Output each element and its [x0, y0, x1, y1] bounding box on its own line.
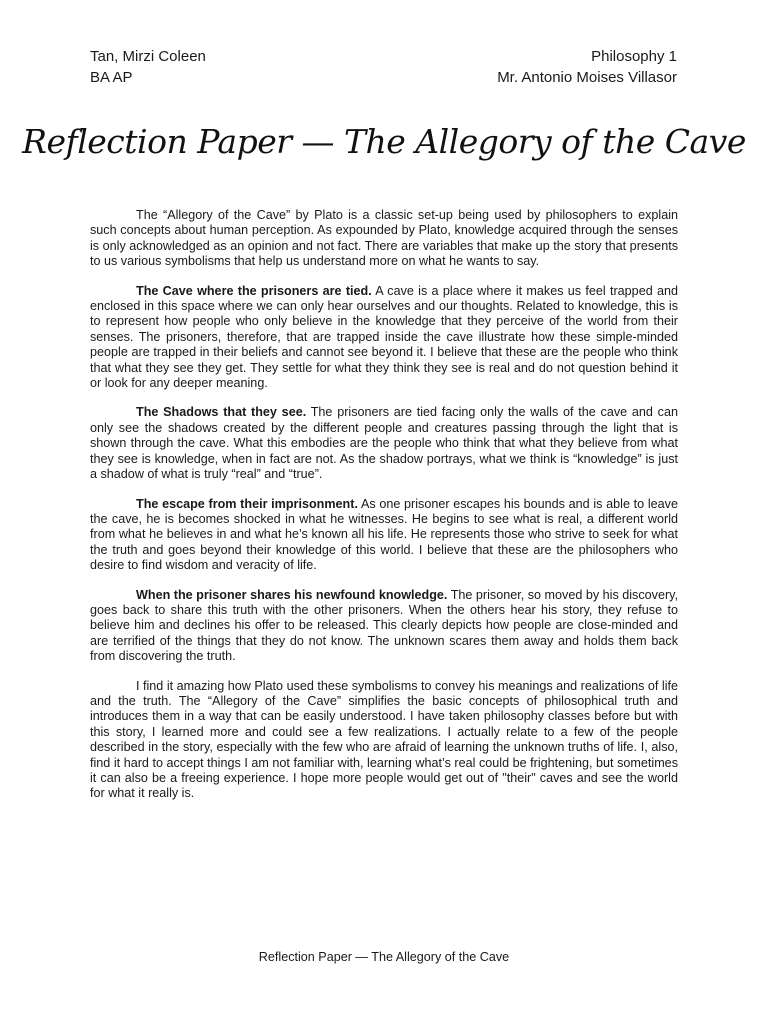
paragraph-knowledge: [90, 588, 678, 665]
paragraph-text: The prisoner, so moved by his discovery, goes back to share this truth with the other prisoners. When the others hear his story, they refuse to believe him and declines his offer to be released. This clearly depicts how people are close-minded and are terrified of the things that they do not know. The unknown scares them away and holds them back from discovering the truth.: [90, 587, 679, 664]
paragraph-conclusion: [90, 679, 678, 802]
paragraph-text: I find it amazing how Plato used these symbolisms to convey his meanings and realizations of life and the truth. The “Allegory of the Cave” simplifies the basic concepts of philosophical truth and introduces them in a way that can be easily understood. I have taken philosophy classes before but with this story, I learned more and could see a few realizations. I actually relate to a few of the people described in the story, especially with the few who are afraid of learning the unknown truths of life. I, also, find it hard to accept things I am not familiar with, learning what’s real could be frightening, but sometimes it can also be a freeing experience. I hope more people would get out of "their" caves and see the world for what it really is.: [90, 678, 678, 801]
paragraph-text: As one prisoner escapes his bounds and is able to leave the cave, he is becomes shocked in what he witnesses. He begins to see what is real, a different world from what he believes in and what he’s known all his life. He represents those who strive to seek for what the truth and goes beyond their knowledge of this world. I believe that these are the philosophers who desire to find wisdom and veracity of life.: [90, 496, 678, 573]
paragraph-shadows: [90, 405, 678, 482]
paragraph-heading: When the prisoner shares his newfound knowledge.: [136, 587, 448, 602]
page-title: Reflection Paper — The Allegory of the Cave: [22, 122, 746, 161]
paragraph-text: A cave is a place where it makes us feel trapped and enclosed in this space where we can only hear ourselves and our thoughts. Related to knowledge, this is to represent how people who only believe in the knowledge that they perceive of the world from their senses. The prisoners, therefore, that are trapped inside the cave illustrate how these simple-minded people are trapped in their beliefs and cannot see beyond it. I believe that these are the people who think that what they see they get. They settle for what they think they see is real and do not question behind it or look for any deeper meaning.: [90, 283, 678, 391]
program-name: BA AP: [90, 69, 133, 86]
page-footer: Reflection Paper — The Allegory of the Cave: [258, 950, 510, 964]
course-block: [497, 46, 677, 88]
paragraph-heading: The Cave where the prisoners are tied.: [136, 283, 372, 298]
course-name: Philosophy 1: [591, 48, 677, 65]
paragraph-text: The prisoners are tied facing only the walls of the cave and can only see the shadows created by the different people and creatures passing through the light that is shown through the cave. What this embodies are the people who think that what they believe from what they see is knowledge, when in fact are not. As the shadow portrays, what we think is “knowledge” is just a shadow of what is truly “real” and “true”.: [90, 405, 678, 482]
author-block: [90, 46, 206, 88]
student-name: Tan, Mirzi Coleen: [90, 48, 206, 65]
paragraph-text: The “Allegory of the Cave” by Plato is a classic set-up being used by philosophers to explain such concepts about human perception. As expounded by Plato, knowledge acquired through the senses is only acknowledged as an opinion and not fact. There are variables that make up the story that presents to us various symbolisms that help us understand more on what he wants to say.: [90, 208, 678, 269]
paragraph-escape: [90, 497, 678, 574]
paragraph-heading: The Shadows that they see.: [136, 405, 307, 420]
paragraph-heading: The escape from their imprisonment.: [136, 496, 358, 511]
paragraph-cave: [90, 284, 678, 392]
paragraph-intro: [90, 208, 678, 270]
instructor-name: Mr. Antonio Moises Villasor: [497, 69, 677, 86]
document-body: [90, 208, 678, 816]
